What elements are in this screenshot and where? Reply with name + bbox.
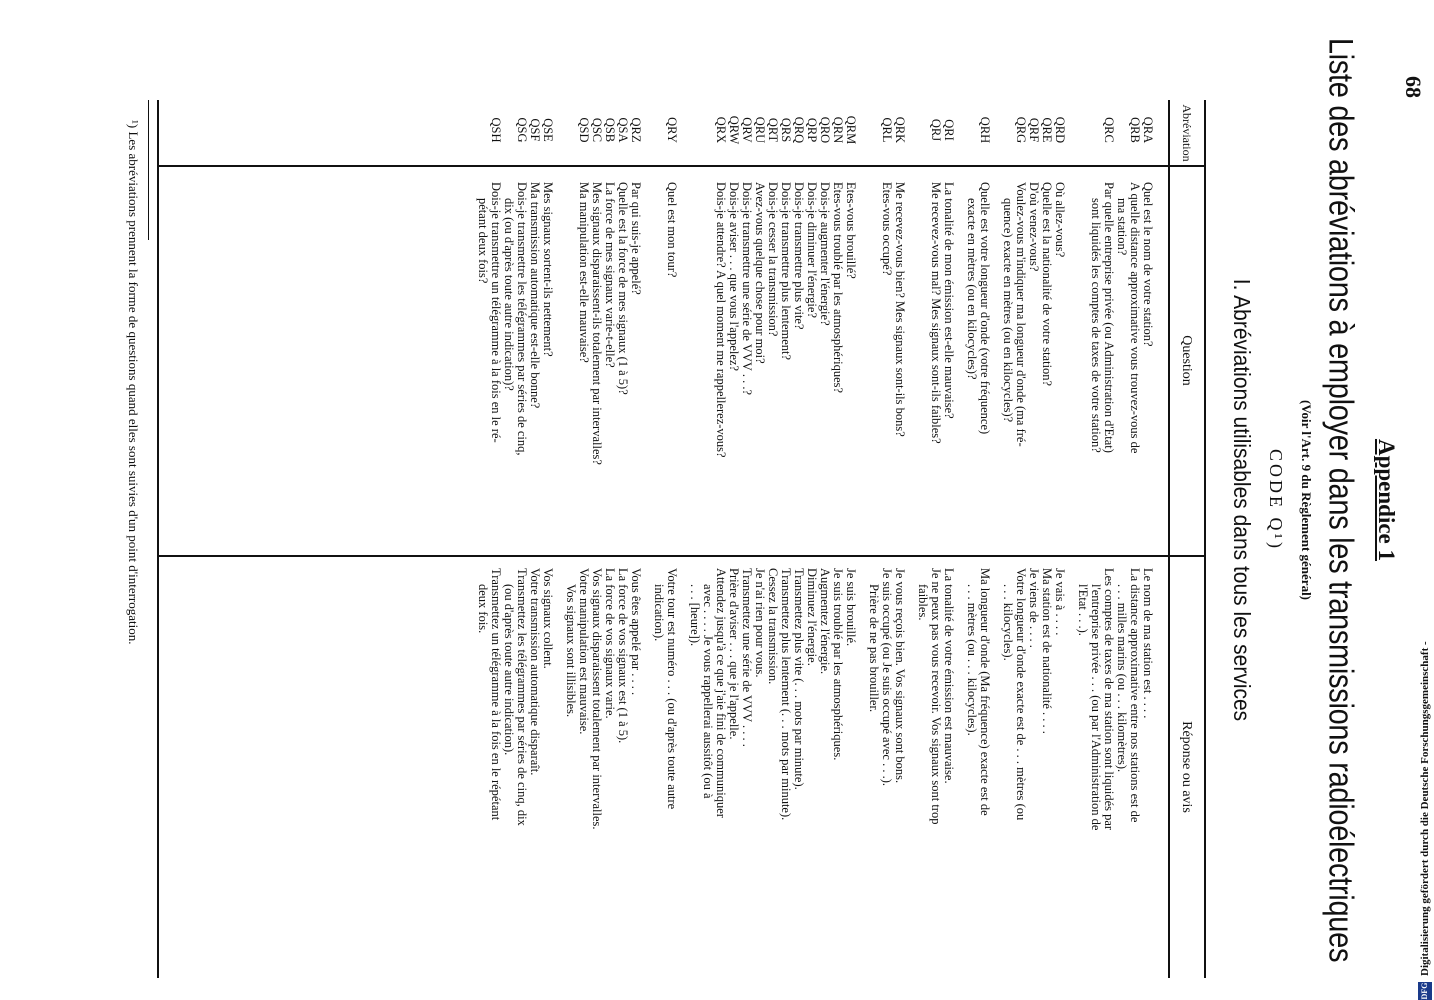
response-line: Prière d'aviser . . . que je l'appelle. xyxy=(727,568,741,740)
response-cell xyxy=(893,568,906,943)
question-cell xyxy=(1040,182,1053,557)
question-line: Quelle est la force de mes signaux (1 à 5)? xyxy=(616,182,630,395)
response-cell xyxy=(476,568,502,943)
abbreviation-cell: QRL xyxy=(880,117,894,143)
question-cell xyxy=(652,182,678,557)
response-cell xyxy=(590,568,603,943)
question-line: D'où venez-vous? xyxy=(1027,182,1041,272)
response-line: l'Etat . . .). xyxy=(1076,584,1090,636)
response-line: Votre longueur d'onde exacte est de . . . mètres (ou xyxy=(1014,568,1028,821)
response-cell xyxy=(1001,568,1027,943)
response-line: Votre manipulation est mauvaise. xyxy=(577,568,591,735)
response-line: Les comptes de taxes de ma station sont liquidés par xyxy=(1102,568,1116,831)
response-line: . . . kilocycles). xyxy=(1001,584,1015,661)
question-cell xyxy=(1001,182,1027,557)
column-divider-1 xyxy=(158,165,1206,167)
abbreviation-cell: QRF xyxy=(1027,117,1041,143)
abbreviation-cell: QRZ xyxy=(629,117,643,143)
footnote: ¹) Les abréviations prennent la forme de questions quand elles sont suivies d'un point d'interrogation. xyxy=(126,120,141,645)
abbreviation-column xyxy=(476,105,1154,155)
response-cell xyxy=(603,568,616,943)
response-line: Ma longueur d'onde (Ma fréquence) exacte est de xyxy=(978,568,992,816)
response-line: Je viens de . . . . xyxy=(1027,568,1041,648)
row-gap xyxy=(955,105,965,155)
question-cell xyxy=(916,182,942,557)
question-line: ma station? xyxy=(1115,198,1129,256)
question-line: Dois-je transmettre un télégramme à la fois en le ré- xyxy=(489,182,503,443)
response-cell xyxy=(965,568,991,943)
question-line: Me recevez-vous bien? Mes signaux sont-ils bons? xyxy=(893,182,907,437)
row-gap xyxy=(1066,182,1076,557)
response-line: Diminuez l'énergie. xyxy=(805,568,819,666)
response-cell xyxy=(1076,568,1115,943)
abbreviation-cell: QSG xyxy=(515,117,529,143)
question-line: Par qui suis-je appelé? xyxy=(629,182,643,295)
response-cell xyxy=(942,568,955,943)
abbreviation-cell: QRB xyxy=(1128,117,1142,143)
question-cell xyxy=(867,182,893,557)
question-line: Dois-je transmettre plus vite? xyxy=(792,182,806,330)
row-gap xyxy=(857,568,867,943)
abbreviation-cell: QRX xyxy=(714,116,728,144)
response-cell xyxy=(629,568,642,943)
row-gap xyxy=(991,105,1001,155)
question-cell xyxy=(502,182,528,557)
abbreviation-cell: QRO xyxy=(818,116,832,144)
question-line: Dois-je transmettre plus lentement? xyxy=(779,182,793,361)
response-line: . . . mètres (ou . . . kilocycles). xyxy=(965,584,979,736)
abbreviation-cell: QRK xyxy=(893,116,907,144)
question-cell xyxy=(1027,182,1040,557)
response-cell xyxy=(541,568,554,943)
response-line: Vos signaux disparaissent totalement par intervalles. xyxy=(590,568,604,830)
response-line: Je suis brouillé. xyxy=(844,568,858,647)
question-line: La tonalité de mon émission est-elle mauvaise? xyxy=(942,182,956,419)
question-line: Mes signaux sortent-ils nettement? xyxy=(541,182,555,357)
question-cell xyxy=(805,182,818,557)
response-cell xyxy=(766,568,779,943)
question-line: Dois-je augmenter l'énergie? xyxy=(818,182,832,326)
response-cell xyxy=(818,568,831,943)
abbreviation-cell: QRV xyxy=(740,117,754,143)
response-line: . . . [heure]). xyxy=(688,584,702,647)
response-cell xyxy=(688,568,727,943)
question-line: Avez-vous quelque chose pour moi? xyxy=(753,182,767,364)
header-question: Question xyxy=(1179,335,1194,386)
abbreviation-cell: QRU xyxy=(753,116,767,144)
response-cell xyxy=(528,568,541,943)
abbreviation-cell: QRS xyxy=(779,117,793,143)
question-line: Etes-vous occupé? xyxy=(880,182,894,276)
credit-text: Digitalisierung gefördert durch die Deutsche Forschungsgemeinschaft - xyxy=(1419,641,1431,976)
response-line: indication). xyxy=(652,584,666,642)
question-cell xyxy=(727,182,740,557)
abbreviation-cell: QSE xyxy=(541,118,555,142)
response-line: Prière de ne pas brouiller. xyxy=(867,584,881,713)
question-cell xyxy=(740,182,753,557)
response-line: La force de vos signaux varie. xyxy=(603,568,617,719)
response-line: deux fois. xyxy=(476,584,490,634)
footnote-rule xyxy=(148,100,149,240)
row-gap xyxy=(642,105,652,155)
question-cell xyxy=(818,182,831,557)
abbreviation-cell: QSA xyxy=(616,117,630,143)
question-cell xyxy=(779,182,792,557)
abbreviation-cell: QRN xyxy=(831,116,845,144)
question-line: Dois-je cesser la transmission? xyxy=(766,182,780,337)
response-line: Vos signaux collent. xyxy=(541,568,555,669)
response-line: Transmettez plus vite (. . . mots par minute). xyxy=(792,568,806,790)
row-gap xyxy=(642,182,652,557)
abbreviation-cell: QSH xyxy=(489,117,503,143)
row-gap xyxy=(642,568,652,943)
abbreviation-cell: QRG xyxy=(1014,116,1028,144)
response-line: . . . milles marins (ou . . . kilomètres). xyxy=(1115,584,1129,773)
abbreviation-cell: QRA xyxy=(1141,116,1155,144)
response-line: Cessez la transmission. xyxy=(766,568,780,685)
abbreviation-cell: QRQ xyxy=(792,116,806,144)
response-line: Je suis occupé (ou Je suis occupé avec . . .). xyxy=(880,568,894,786)
section-title: I. Abréviations utilisables dans tous les services xyxy=(1228,278,1254,722)
row-gap xyxy=(554,568,564,943)
question-cell xyxy=(893,182,906,557)
response-line: Attendez jusqu'à ce que j'aie fini de communiquer xyxy=(714,568,728,818)
response-line: Vous êtes appelé par . . . . xyxy=(629,568,643,696)
response-line: Vos signaux sont illisibles. xyxy=(564,584,578,718)
response-line: Transmettez un télégramme à la fois en le répétant xyxy=(489,568,503,821)
response-cell xyxy=(1027,568,1040,943)
question-cell xyxy=(1141,182,1154,557)
header-response: Réponse ou avis xyxy=(1179,721,1194,813)
row-gap xyxy=(1066,568,1076,943)
question-cell xyxy=(753,182,766,557)
response-cell xyxy=(652,568,678,943)
response-line: (ou d'après toute autre indication). xyxy=(502,584,516,756)
abbreviation-cell: QRW xyxy=(727,115,741,145)
question-line: Ma manipulation est-elle mauvaise? xyxy=(577,182,591,363)
abbreviation-cell: QRD xyxy=(1053,116,1067,144)
row-gap xyxy=(678,182,688,557)
question-line: Me recevez-vous mal? Mes signaux sont-ils faibles? xyxy=(929,182,943,444)
question-line: Dois-je aviser . . . que vous l'appelez? xyxy=(727,182,741,371)
question-cell xyxy=(1053,182,1066,557)
row-gap xyxy=(906,568,916,943)
response-cell xyxy=(616,568,629,943)
subtitle: (Voir l'Art. 9 du Règlement général) xyxy=(1299,399,1314,601)
question-cell xyxy=(766,182,779,557)
response-line: La tonalité de votre émission est mauvaise. xyxy=(942,568,956,784)
abbreviation-cell: QRY xyxy=(665,117,679,143)
main-title: Liste des abréviations à employer dans les transmissions radioélectriques xyxy=(1321,37,1359,963)
question-line: Dois-je diminuer l'énergie? xyxy=(805,182,819,319)
question-cell xyxy=(629,182,642,557)
abbreviation-cell: QRP xyxy=(805,117,819,143)
response-cell xyxy=(753,568,766,943)
question-line: Dois-je transmettre une série de VVV . . .? xyxy=(740,182,754,396)
response-column xyxy=(476,568,1154,943)
response-line: Transmettez une série de VVV . . . . xyxy=(740,568,754,747)
response-line: Je vais à . . . . xyxy=(1053,568,1067,636)
response-line: Le nom de ma station est . . . . xyxy=(1141,568,1155,719)
question-line: Où allez-vous? xyxy=(1053,182,1067,258)
question-line: Quel est le nom de votre station? xyxy=(1141,182,1155,347)
response-cell xyxy=(502,568,528,943)
abbreviation-cell: QSC xyxy=(590,117,604,143)
abbreviation-cell: QRI xyxy=(942,119,956,141)
response-line: Transmettez plus lentement (. . . mots par minute). xyxy=(779,568,793,821)
question-line: sont liquidés les comptes de taxes de votre station? xyxy=(1089,198,1103,453)
row-gap xyxy=(955,182,965,557)
row-gap xyxy=(554,182,564,557)
abbreviation-cell: QRH xyxy=(978,116,992,144)
response-line: Je ne peux pas vous recevoir. Vos signaux sont trop xyxy=(929,568,943,825)
question-line: Quelle est votre longueur d'onde (votre fréquence) xyxy=(978,182,992,435)
response-cell xyxy=(1053,568,1066,943)
abbreviation-cell: QSD xyxy=(577,117,591,143)
response-cell xyxy=(740,568,753,943)
response-line: La force de vos signaux est (1 à 5). xyxy=(616,568,630,744)
question-line: pétant deux fois? xyxy=(476,198,490,284)
question-line: quence) exacte en mètres (ou en kilocycles)? xyxy=(1001,198,1015,423)
question-line: A quelle distance approximative vous trouvez-vous de xyxy=(1128,182,1142,454)
question-line: Mes signaux disparaissent-ils totalement par intervalles? xyxy=(590,182,604,465)
response-line: Votre transmission automatique disparaît. xyxy=(528,568,542,776)
row-gap xyxy=(1066,105,1076,155)
response-cell xyxy=(779,568,792,943)
question-line: Dois-je attendre? A quel moment me rappellerez-vous? xyxy=(714,182,728,458)
question-line: Dois-je transmettre les télégrammes par séries de cinq, xyxy=(515,182,529,456)
response-line: Augmentez l'énergie. xyxy=(818,568,832,675)
question-line: Par quelle entreprise privée (ou Administration d'Etat) xyxy=(1102,182,1116,453)
digitization-credit xyxy=(1418,0,1434,1000)
response-line: avec . . . . Je vous rappellerai aussitôt (ou à xyxy=(701,584,715,799)
question-line: Etes-vous troublé par les atmosphériques? xyxy=(831,182,845,394)
response-cell xyxy=(916,568,942,943)
abbreviation-cell: QRE xyxy=(1040,117,1054,143)
table-header-rule xyxy=(1169,100,1171,978)
response-line: Votre tour est numéro . . . (ou d'après toute autre xyxy=(665,568,679,810)
abbreviation-cell: QRM xyxy=(844,115,858,145)
page-number: 68 xyxy=(1401,76,1426,98)
question-line: Quel est mon tour? xyxy=(665,182,679,278)
question-cell xyxy=(844,182,857,557)
response-line: La distance approximative entre nos stations est de xyxy=(1128,568,1142,823)
table-top-rule xyxy=(1204,100,1206,978)
question-cell xyxy=(541,182,554,557)
row-gap xyxy=(678,105,688,155)
response-cell xyxy=(1115,568,1141,943)
question-cell xyxy=(564,182,590,557)
dfg-logo: DFG xyxy=(1418,982,1432,1000)
question-line: exacte en mètres (ou en kilocycles)? xyxy=(965,198,979,380)
question-line: Ma transmission automatique est-elle bonne? xyxy=(528,182,542,409)
question-cell xyxy=(616,182,629,557)
question-cell xyxy=(688,182,727,557)
response-line: Je n'ai rien pour vous. xyxy=(753,568,767,678)
response-cell xyxy=(564,568,590,943)
abbreviation-cell: QRC xyxy=(1102,117,1116,143)
question-cell xyxy=(831,182,844,557)
response-cell xyxy=(831,568,844,943)
row-gap xyxy=(991,182,1001,557)
row-gap xyxy=(955,568,965,943)
response-cell xyxy=(727,568,740,943)
response-cell xyxy=(867,568,893,943)
question-cell xyxy=(942,182,955,557)
question-line: Quelle est la nationalité de votre station? xyxy=(1040,182,1054,387)
question-cell xyxy=(792,182,805,557)
question-line: dix (ou d'après toute autre indication)? xyxy=(502,198,516,391)
question-cell xyxy=(603,182,616,557)
question-line: Voulez-vous m'indiquer ma longueur d'onde (ma fré- xyxy=(1014,182,1028,447)
question-cell xyxy=(528,182,541,557)
response-cell xyxy=(844,568,857,943)
response-cell xyxy=(805,568,818,943)
response-line: l'entreprise privée . . . (ou par l'Administration de xyxy=(1089,584,1103,831)
row-gap xyxy=(857,105,867,155)
question-cell xyxy=(476,182,502,557)
response-line: Transmettez les télégrammes par séries de cinq, dix xyxy=(515,568,529,826)
row-gap xyxy=(991,568,1001,943)
question-line: La force de mes signaux varie-t-elle? xyxy=(603,182,617,368)
response-cell xyxy=(792,568,805,943)
question-cell xyxy=(1076,182,1115,557)
row-gap xyxy=(906,182,916,557)
response-line: Ma station est de nationalité . . . . xyxy=(1040,568,1054,734)
question-column xyxy=(476,182,1154,557)
table-bottom-rule xyxy=(158,100,160,978)
abbreviation-cell: QRJ xyxy=(929,118,943,142)
abbreviation-cell: QSF xyxy=(528,118,542,142)
header-abbreviation: Abréviation xyxy=(1180,104,1194,162)
response-cell xyxy=(1141,568,1154,943)
question-cell xyxy=(1115,182,1141,557)
question-line: Etes-vous brouillé? xyxy=(844,182,858,279)
abbreviation-cell: QSB xyxy=(603,117,617,143)
row-gap xyxy=(554,105,564,155)
row-gap xyxy=(857,182,867,557)
response-line: faibles. xyxy=(916,584,930,621)
abbreviation-cell: QRT xyxy=(766,117,780,143)
question-cell xyxy=(965,182,991,557)
response-line: Je vous reçois bien. Vos signaux sont bons. xyxy=(893,568,907,784)
row-gap xyxy=(678,568,688,943)
question-cell xyxy=(590,182,603,557)
response-line: Je suis troublé par les atmosphériques. xyxy=(831,568,845,761)
response-cell xyxy=(1040,568,1053,943)
row-gap xyxy=(906,105,916,155)
code-line: CODE Q¹) xyxy=(1266,449,1286,551)
appendix-label: Appendice 1 xyxy=(1374,438,1399,562)
